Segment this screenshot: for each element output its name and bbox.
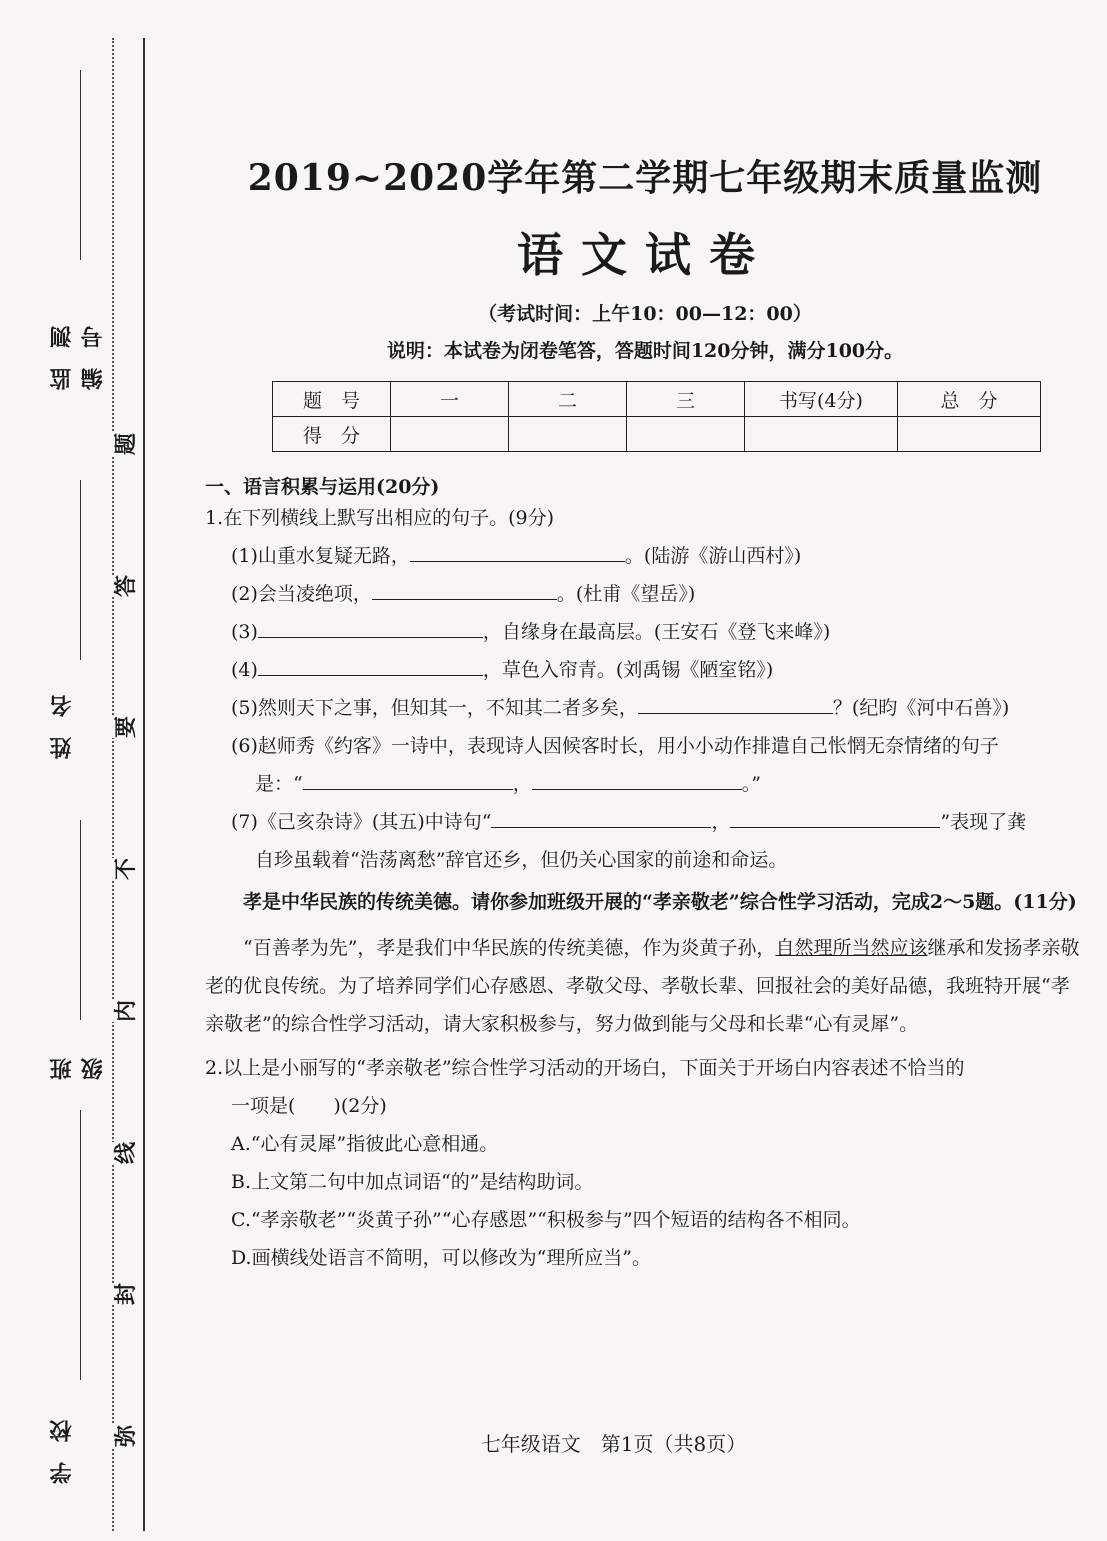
warning-char: 题 xyxy=(112,432,139,456)
question-2-stem-cont: 一项是( )(2分) xyxy=(231,1095,387,1117)
item-text: (6)赵师秀《约客》一诗中，表现诗人因候客时长，用小小动作排遣自己怅惘无奈情绪的句子 xyxy=(231,735,999,757)
field-line[interactable] xyxy=(80,1110,81,1380)
item-text: ”表现了龚 xyxy=(940,811,1027,833)
field-line[interactable] xyxy=(80,820,81,1020)
score-cell[interactable] xyxy=(745,417,898,452)
score-table xyxy=(272,381,1041,452)
field-line[interactable] xyxy=(80,480,81,660)
score-header-cell: 总 分 xyxy=(898,382,1041,417)
warning-char: 要 xyxy=(112,716,139,739)
activity-lead: 孝是中华民族的传统美德。请你参加班级开展的“孝亲敬老”综合性学习活动，完成2～5题。(11分) xyxy=(243,891,1077,913)
field-label: 班级 xyxy=(49,1038,106,1080)
field-label: 监测编号 xyxy=(49,306,106,390)
score-header-cell: 一 xyxy=(391,382,509,417)
exam-content xyxy=(205,150,1085,1277)
score-cell[interactable] xyxy=(391,417,509,452)
score-cell[interactable] xyxy=(627,417,745,452)
item-text: 自珍虽载着“浩荡离愁”辞官还乡，但仍关心国家的前途和命运。 xyxy=(255,849,788,871)
exam-title: 2019~2020学年第二学期七年级期末质量监测 xyxy=(247,157,1043,199)
item-text: (7)《己亥杂诗》(其五)中诗句“ xyxy=(231,811,492,833)
score-cell[interactable] xyxy=(509,417,627,452)
field-label: 学校 xyxy=(49,1400,75,1484)
item-source: ，自缘身在最高层。(王安石《登飞来峰》) xyxy=(482,621,831,643)
item-source: ，草色入帘青。(刘禹锡《陋室铭》) xyxy=(482,659,774,681)
item-text: (4) xyxy=(231,659,258,681)
answer-blank[interactable] xyxy=(491,805,711,828)
answer-blank[interactable] xyxy=(410,539,625,562)
question-1-item-6 xyxy=(205,727,1085,803)
answer-blank[interactable] xyxy=(372,577,557,600)
question-1-item-5 xyxy=(205,689,1085,727)
item-text: ， xyxy=(711,811,731,833)
binding-margin xyxy=(0,0,160,1541)
field-line[interactable] xyxy=(80,70,81,260)
exam-note: 说明：本试卷为闭卷笔答，答题时间120分钟，满分100分。 xyxy=(386,340,904,362)
underlined-phrase: 自然理所当然应该 xyxy=(775,937,928,959)
answer-blank[interactable] xyxy=(730,805,940,828)
score-value-row xyxy=(273,417,1041,452)
score-header-cell: 三 xyxy=(627,382,745,417)
item-source: ？(纪昀《河中石兽》) xyxy=(832,697,1010,719)
warning-char: 封 xyxy=(112,1283,139,1306)
score-header-cell: 题 号 xyxy=(273,382,391,417)
score-cell[interactable] xyxy=(898,417,1041,452)
field-name xyxy=(22,460,92,760)
question-1-item-3 xyxy=(205,613,1085,651)
score-row-label: 得 分 xyxy=(273,417,391,452)
student-info-fields xyxy=(22,60,106,1500)
answer-blank[interactable] xyxy=(532,767,742,790)
question-1-item-7 xyxy=(205,803,1085,879)
item-text: ， xyxy=(512,773,532,795)
field-label: 姓名 xyxy=(49,675,75,759)
question-1-item-4 xyxy=(205,651,1085,689)
item-text: (3) xyxy=(231,621,258,643)
score-header-cell: 书写(4分) xyxy=(745,382,898,417)
option-b: B.上文第二句中加点词语“的”是结构助词。 xyxy=(231,1171,594,1193)
passage-text: 继承和发扬孝亲敬老的优良传统。为了培养同学们心存感恩、孝敬父母、孝敬长辈、回报社会的美好品德，我班特开展“孝亲敬老”的综合性学习活动，请大家积极参与，努力做到能与父母和长辈“心有灵犀”。 xyxy=(205,937,1080,1035)
warning-char: 不 xyxy=(112,858,139,881)
item-text: 是：“ xyxy=(255,773,303,795)
answer-blank[interactable] xyxy=(303,767,513,790)
passage-text: “百善孝为先”，孝是我们中华民族的传统美德，作为炎黄子孙， xyxy=(243,937,776,959)
warning-char: 内 xyxy=(112,999,139,1022)
page-footer: 七年级语文 第1页（共8页） xyxy=(480,1432,747,1456)
seal-solid-line xyxy=(143,38,145,1531)
item-text: 。” xyxy=(741,773,761,795)
option-c: C.“孝亲敬老”“炎黄子孙”“心存感恩”“积极参与”四个短语的结构各不相同。 xyxy=(231,1209,861,1231)
item-source: 。(陆游《游山西村》) xyxy=(624,545,802,567)
section-title: 一、语言积累与运用(20分) xyxy=(205,476,440,498)
answer-blank[interactable] xyxy=(258,653,483,676)
warning-char: 线 xyxy=(112,1141,139,1164)
question-1-stem: 1.在下列横线上默写出相应的句子。(9分) xyxy=(205,507,555,529)
exam-time: （考试时间：上午10：00—12：00） xyxy=(478,303,812,325)
item-text: (5)然则天下之事，但知其一，不知其二者多矣， xyxy=(231,697,638,719)
subject-title: 语文试卷 xyxy=(517,228,773,282)
item-source: 。(杜甫《望岳》) xyxy=(556,583,696,605)
answer-blank[interactable] xyxy=(258,615,483,638)
question-1-item-2 xyxy=(205,575,1085,613)
field-exam-id xyxy=(22,60,106,390)
answer-blank[interactable] xyxy=(638,691,833,714)
seal-warning xyxy=(112,430,140,1450)
item-text: (2)会当凌绝项， xyxy=(231,583,372,605)
score-header-cell: 二 xyxy=(509,382,627,417)
warning-char: 答 xyxy=(112,574,139,597)
question-2-stem: 2.以上是小丽写的“孝亲敬老”综合性学习活动的开场白，下面关于开场白内容表述不恰当的 xyxy=(205,1057,965,1079)
question-1-item-1 xyxy=(205,537,1085,575)
score-header-row xyxy=(273,382,1041,417)
field-class xyxy=(22,780,106,1080)
option-a: A.“心有灵犀”指彼此心意相通。 xyxy=(231,1133,499,1155)
item-text: (1)山重水复疑无路， xyxy=(231,545,410,567)
option-d: D.画横线处语言不简明，可以修改为“理所应当”。 xyxy=(231,1247,652,1269)
warning-char: 弥 xyxy=(112,1424,139,1447)
activity-passage xyxy=(205,929,1085,1043)
